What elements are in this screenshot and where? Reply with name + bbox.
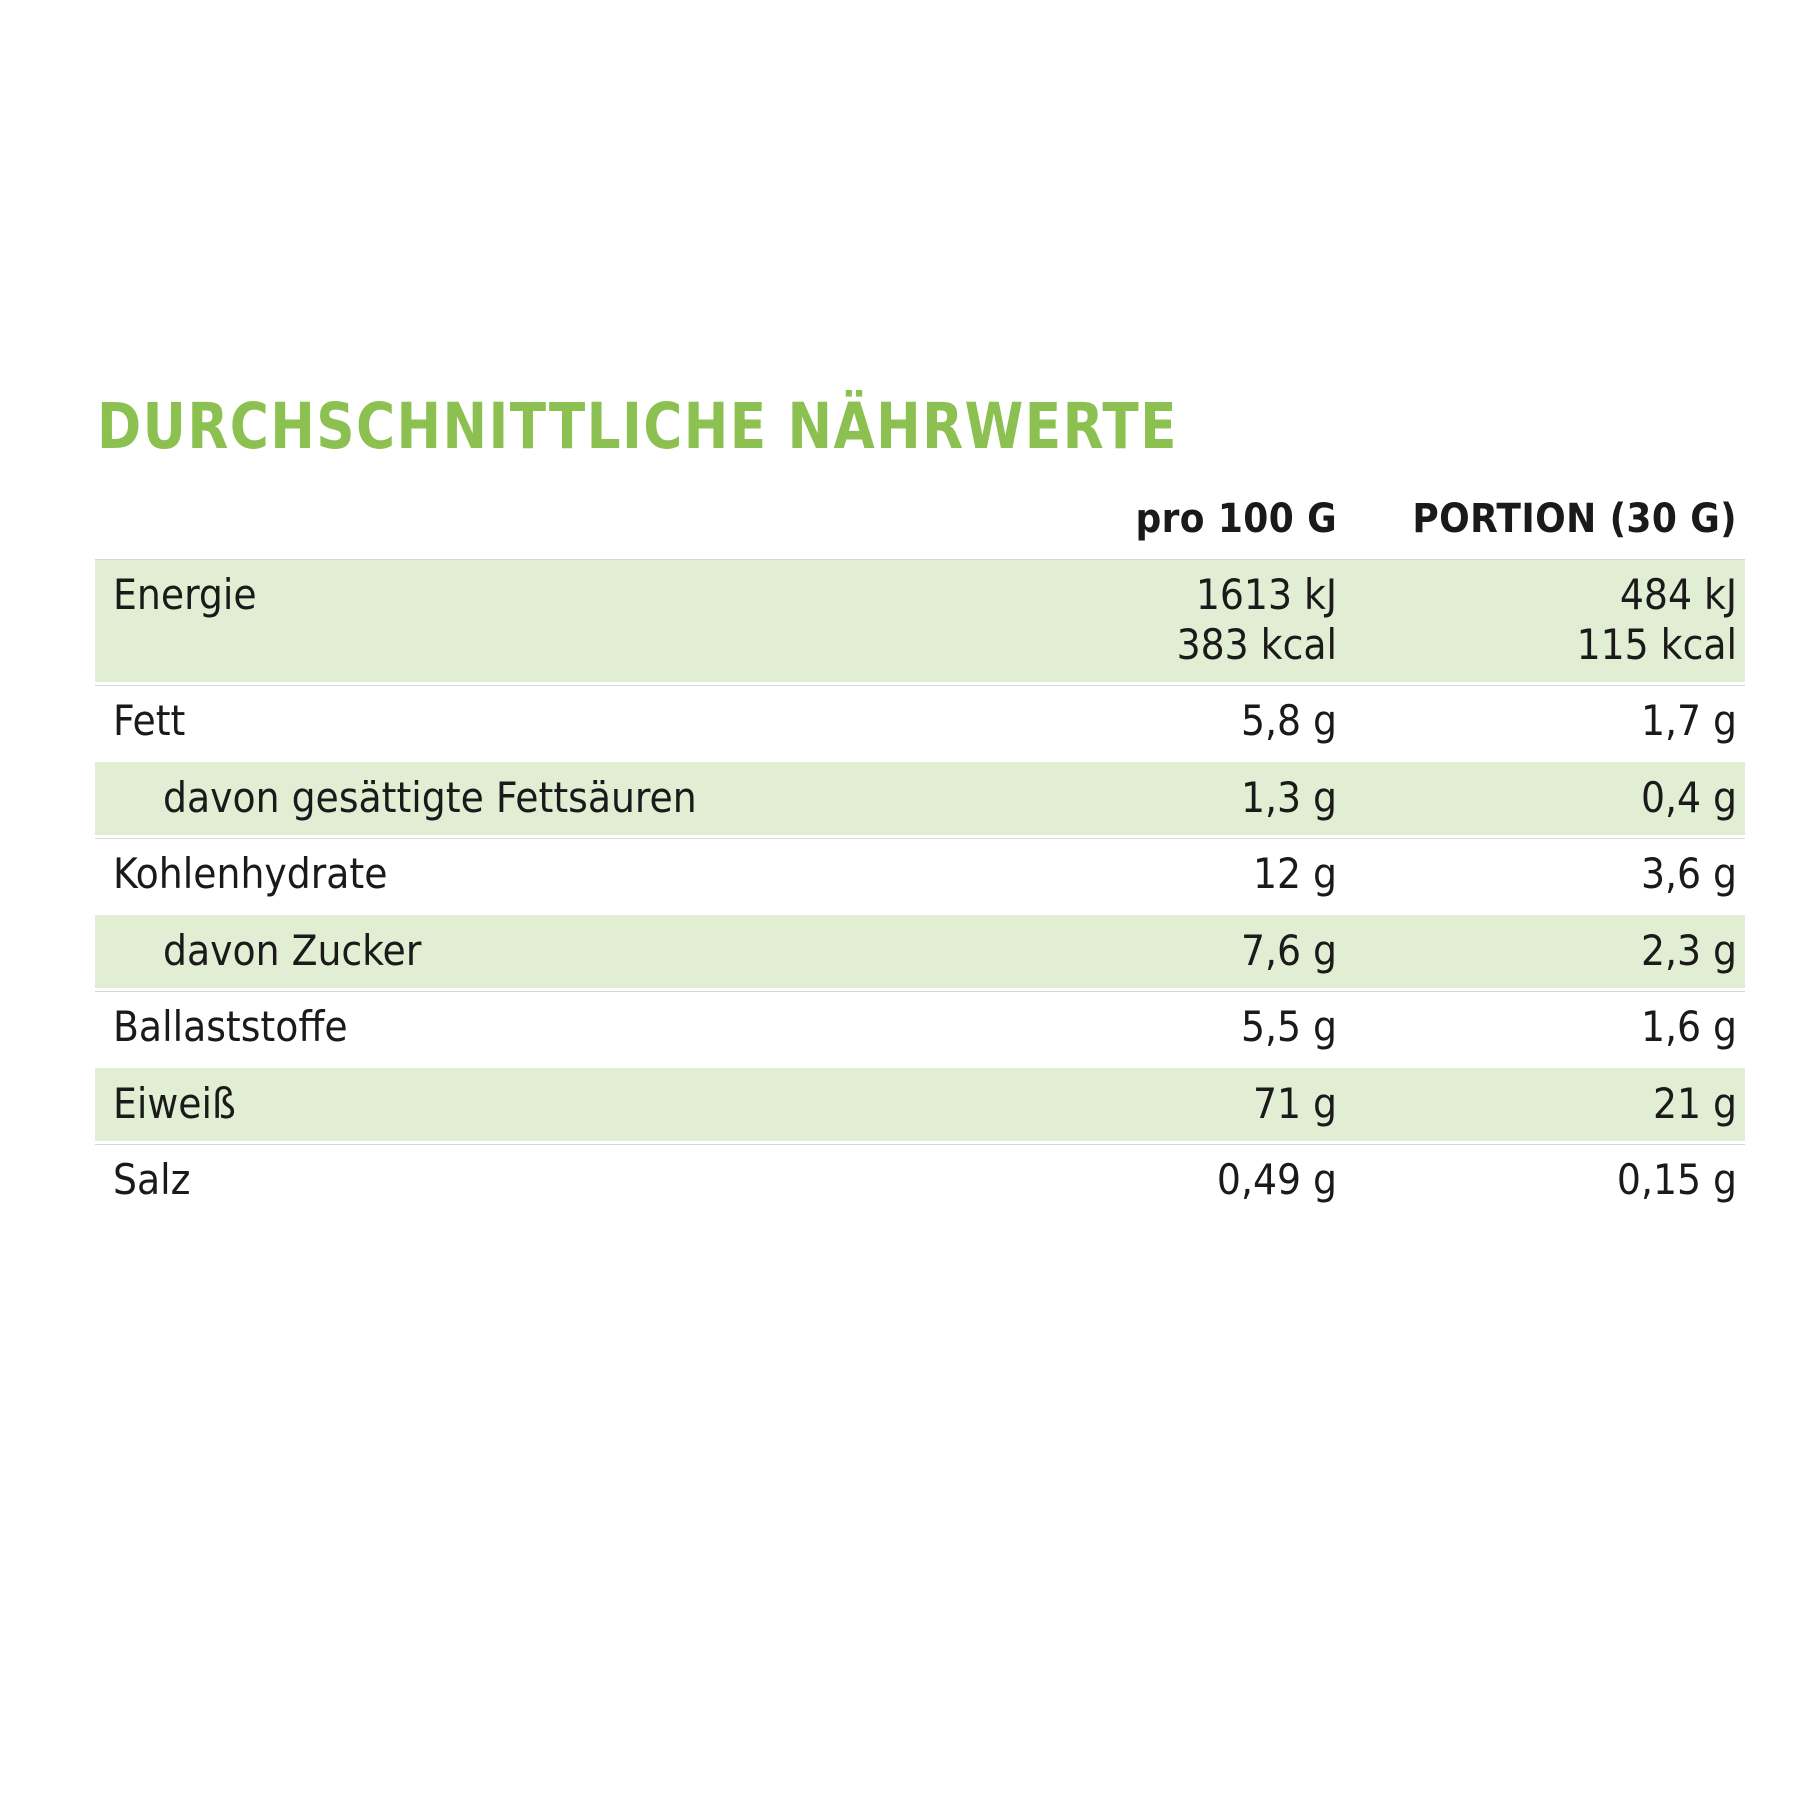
nutrition-table (95, 496, 1745, 1221)
nutrient-value-portion: 0,15 g (1345, 1143, 1745, 1220)
nutrient-value-portion: 1,7 g (1345, 684, 1745, 761)
column-header-portion: PORTION (30 G) (1345, 496, 1745, 558)
nutrient-value-per-100g: 71 g (925, 1066, 1345, 1143)
nutrient-value-secondary: 383 kcal (1176, 619, 1337, 669)
nutrient-value-per-100g: 7,6 g (925, 913, 1345, 990)
nutrient-value-per-100g: 5,8 g (925, 684, 1345, 761)
page-title: DURCHSCHNITTLICHE NÄHRWERTE (97, 390, 1178, 463)
nutrient-name: Eiweiß (95, 1066, 925, 1143)
table-row (95, 1066, 1745, 1143)
nutrient-value-portion: 2,3 g (1345, 913, 1745, 990)
column-header-per-100g: pro 100 G (925, 496, 1345, 558)
nutrient-name: davon Zucker (95, 913, 925, 990)
nutrient-value-per-100g: 1,3 g (925, 760, 1345, 837)
nutrient-value-portion: 0,4 g (1345, 760, 1745, 837)
nutrient-name: davon gesättigte Fettsäuren (95, 760, 925, 837)
table-row (95, 684, 1745, 761)
nutrient-value-per-100g: 0,49 g (925, 1143, 1345, 1220)
nutrient-value-portion: 3,6 g (1345, 837, 1745, 914)
table-row (95, 760, 1745, 837)
nutrient-value-portion (1345, 558, 1745, 684)
table-header-row (95, 496, 1745, 558)
nutrient-value-per-100g: 5,5 g (925, 990, 1345, 1067)
table-row (95, 990, 1745, 1067)
nutrient-value-portion: 1,6 g (1345, 990, 1745, 1067)
nutrient-name: Fett (95, 684, 925, 761)
nutrient-name: Ballaststoffe (95, 990, 925, 1067)
nutrient-name: Kohlenhydrate (95, 837, 925, 914)
nutrient-value-per-100g: 12 g (925, 837, 1345, 914)
nutrient-value-primary: 484 kJ (1619, 570, 1737, 619)
nutrient-value-secondary: 115 kcal (1576, 619, 1737, 669)
table-row (95, 913, 1745, 990)
nutrient-value-per-100g (925, 558, 1345, 684)
nutrient-value-portion: 21 g (1345, 1066, 1745, 1143)
table-body (95, 558, 1745, 1220)
nutrient-value-primary: 1613 kJ (1195, 570, 1337, 619)
table-row (95, 837, 1745, 914)
table-row (95, 558, 1745, 684)
nutrition-panel (95, 390, 1745, 1221)
column-header-label (95, 496, 925, 558)
table-header (95, 496, 1745, 558)
nutrient-name: Salz (95, 1143, 925, 1220)
table-row (95, 1143, 1745, 1220)
nutrient-name: Energie (95, 558, 925, 684)
